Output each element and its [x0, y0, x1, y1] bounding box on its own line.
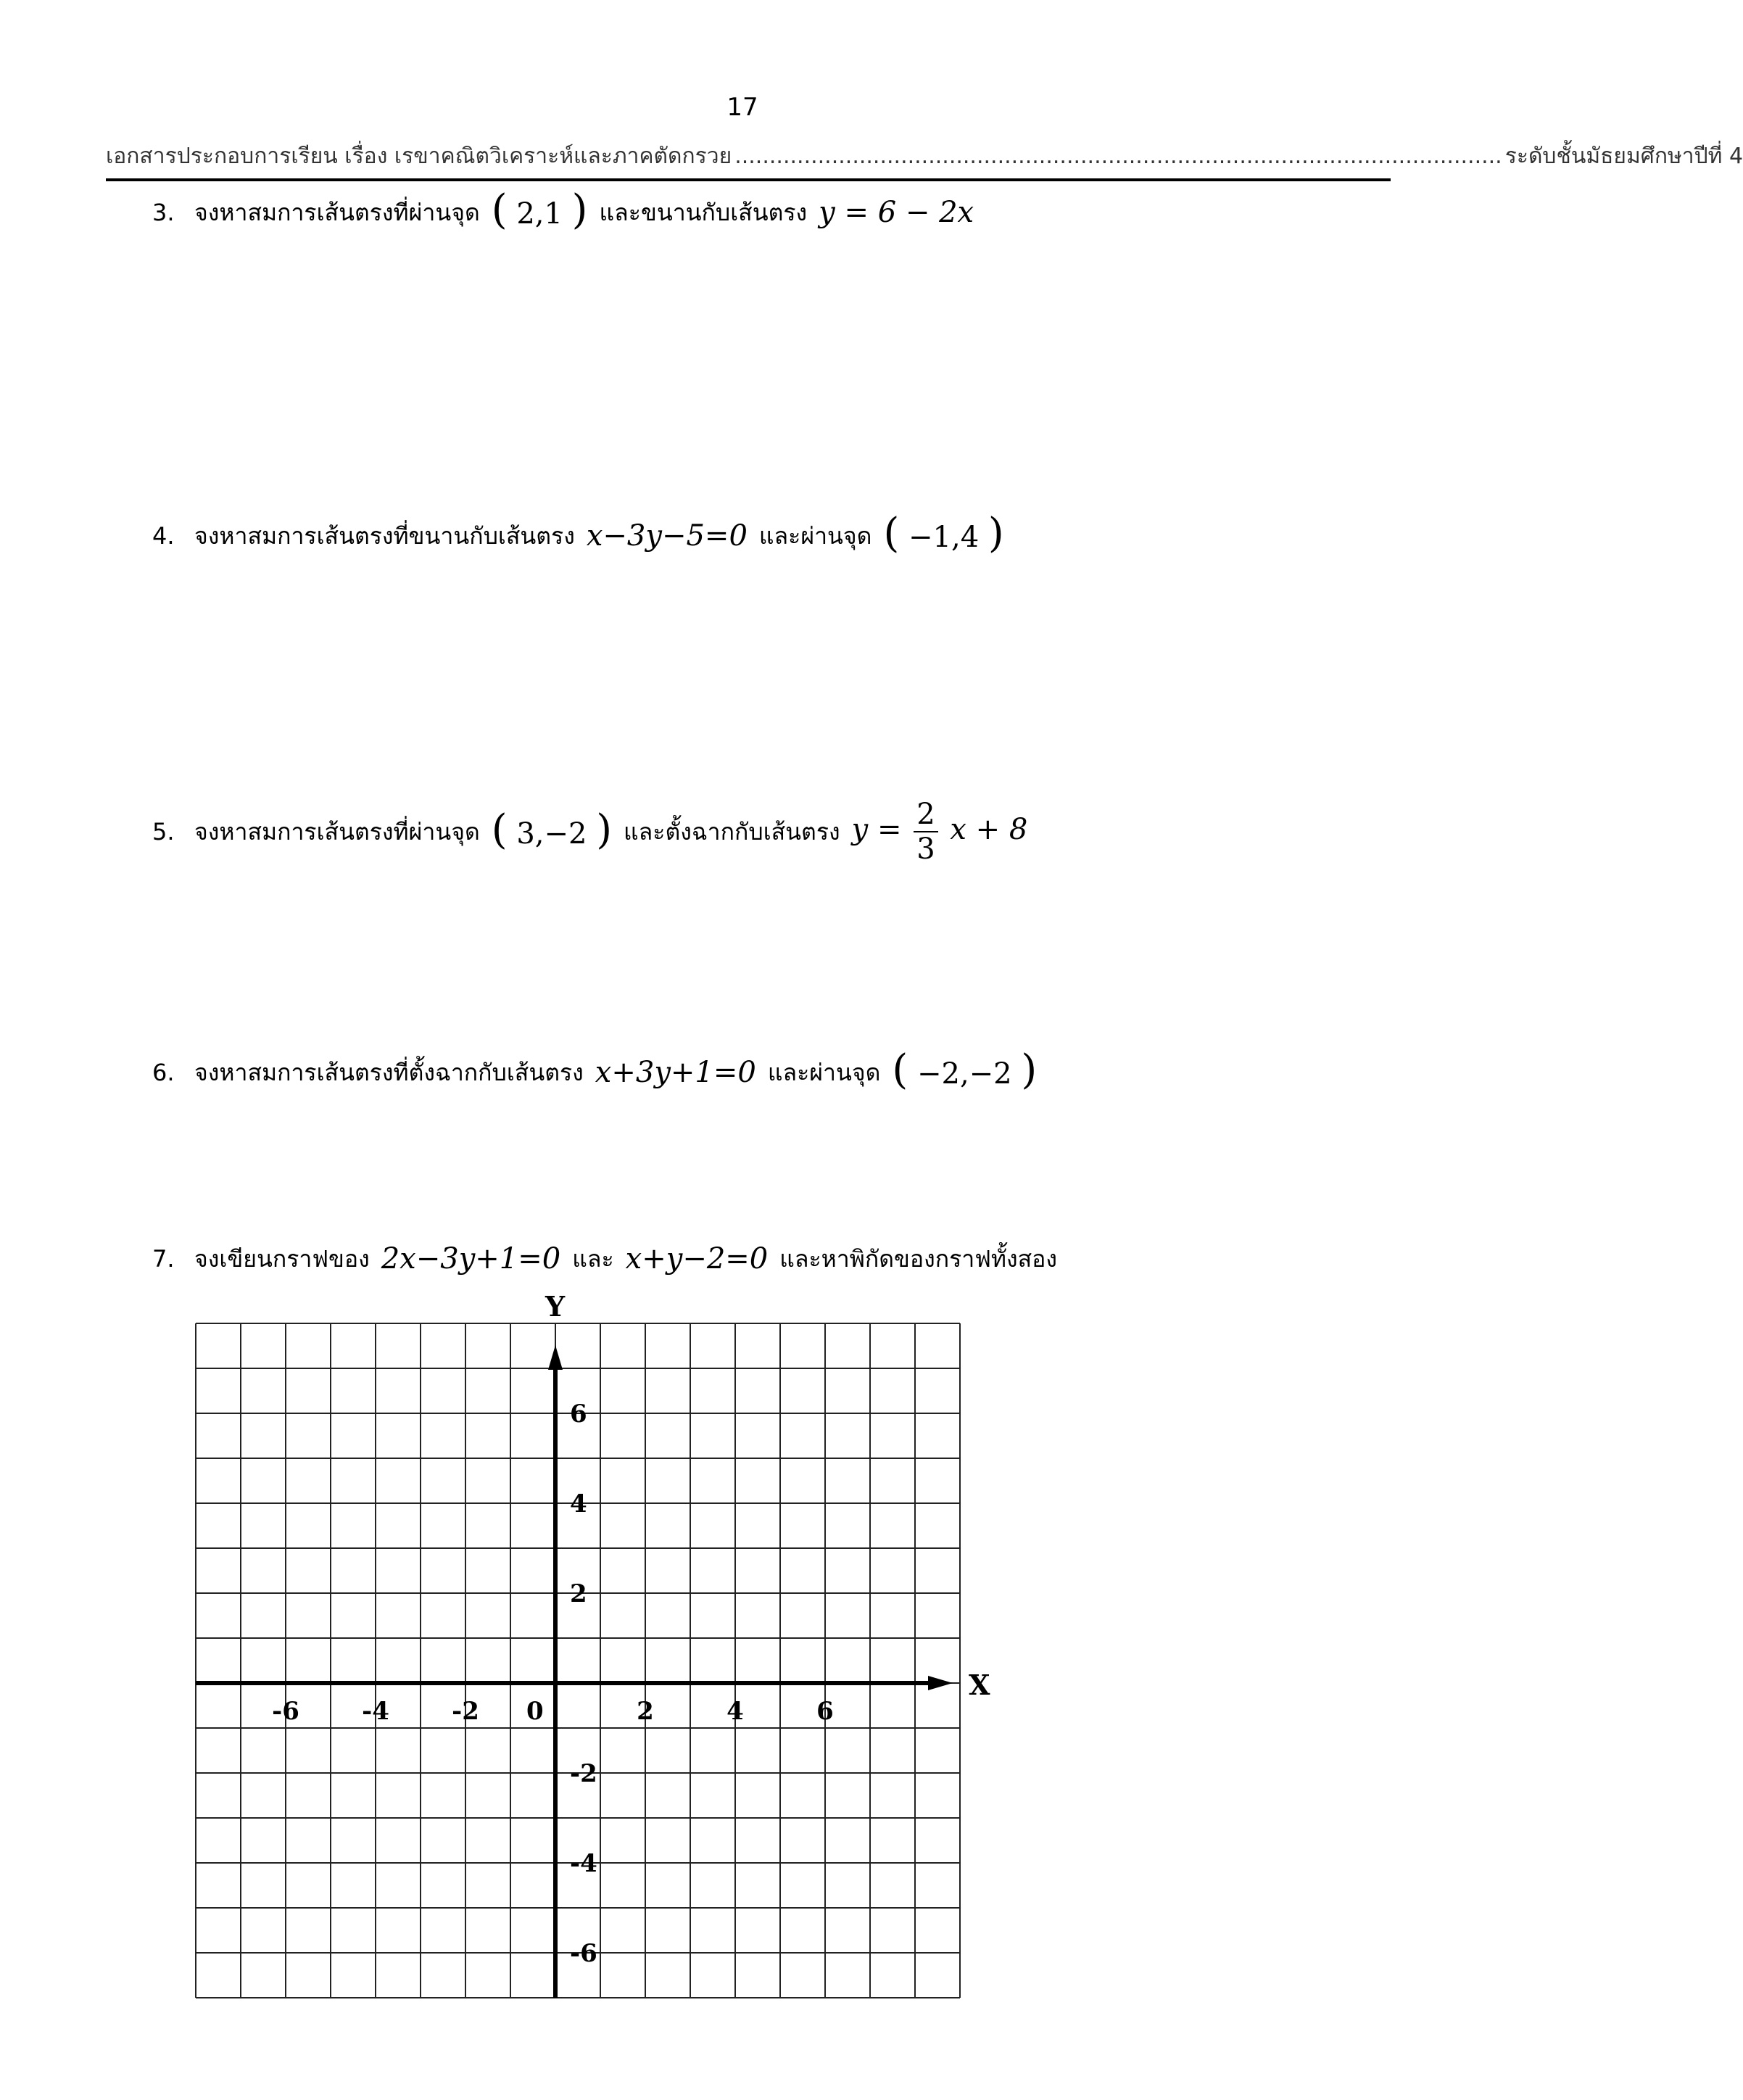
question-number: 4. [152, 521, 175, 550]
question-equation: y = $\frac{2}{3}$ x + 8 [851, 798, 1028, 866]
question-equation: x−3y−5=0 [586, 518, 748, 553]
page-number: 17 [726, 93, 758, 122]
x-axis-label: X [969, 1669, 990, 1701]
x-axis-arrow [928, 1676, 953, 1690]
header-rule [106, 178, 1391, 181]
question-number: 3. [152, 198, 175, 226]
question-number: 6. [152, 1058, 175, 1086]
question-7 [152, 1240, 1069, 1278]
x-tick-label: -2 [452, 1697, 479, 1726]
question-text: และ [572, 1245, 614, 1273]
question-5 [152, 798, 1039, 866]
coordinate-grid [189, 1287, 1015, 2020]
y-tick-label: -6 [570, 1939, 597, 1968]
y-tick-label: -2 [570, 1759, 597, 1788]
x-tick-label: 4 [726, 1697, 744, 1726]
question-text: จงหาสมการเส้นตรงที่ตั้งฉากกับเส้นตรง [194, 1058, 584, 1086]
question-point: ( 3,−2 ) [491, 806, 613, 853]
question-text: และหาพิกัดของกราฟทั้งสอง [779, 1245, 1057, 1273]
question-equation: 2x−3y+1=0 [381, 1242, 561, 1276]
question-number: 7. [152, 1245, 175, 1273]
y-tick-label: -4 [570, 1849, 597, 1878]
question-text: และผ่านจุด [758, 521, 872, 550]
question-point: ( −1,4 ) [883, 510, 1004, 557]
question-equation: x+y−2=0 [625, 1242, 769, 1276]
running-header [106, 142, 1743, 171]
x-tick-label: -6 [272, 1697, 299, 1726]
origin-label: 0 [526, 1697, 544, 1726]
y-axis-arrow [548, 1345, 563, 1370]
question-number: 5. [152, 818, 175, 846]
y-tick-label: 2 [570, 1579, 587, 1608]
question-equation: x+3y+1=0 [595, 1055, 756, 1089]
question-text: จงหาสมการเส้นตรงที่ขนานกับเส้นตรง [194, 521, 575, 550]
question-point: ( 2,1 ) [491, 186, 588, 233]
question-text: จงหาสมการเส้นตรงที่ผ่านจุด [194, 818, 480, 846]
y-axis-label: Y [545, 1290, 566, 1323]
question-text: จงหาสมการเส้นตรงที่ผ่านจุด [194, 198, 480, 226]
y-tick-label: 6 [570, 1400, 587, 1429]
question-3 [152, 186, 985, 233]
x-tick-label: 6 [816, 1697, 834, 1726]
fraction: $\frac{2}{3}$ [914, 798, 937, 866]
question-6 [152, 1046, 1048, 1094]
question-text: และผ่านจุด [767, 1058, 881, 1086]
question-equation: y = 6 − 2x [819, 195, 974, 229]
header-dot-leader: ............................................................................................................... [734, 144, 1502, 169]
question-4 [152, 510, 1016, 557]
y-tick-label: 4 [570, 1489, 587, 1518]
header-title: เอกสารประกอบการเรียน เรื่อง เรขาคณิตวิเคราะห์และภาคตัดกรวย [106, 144, 732, 169]
question-text: จงเขียนกราฟของ [194, 1245, 370, 1273]
question-point: ( −2,−2 ) [892, 1046, 1038, 1094]
x-tick-label: -4 [362, 1697, 389, 1726]
x-tick-label: 2 [637, 1697, 654, 1726]
question-text: และตั้งฉากกับเส้นตรง [624, 818, 840, 846]
header-level: ระดับชั้นมัธยมศึกษาปีที่ 4 [1504, 144, 1743, 169]
question-text: และขนานกับเส้นตรง [599, 198, 808, 226]
